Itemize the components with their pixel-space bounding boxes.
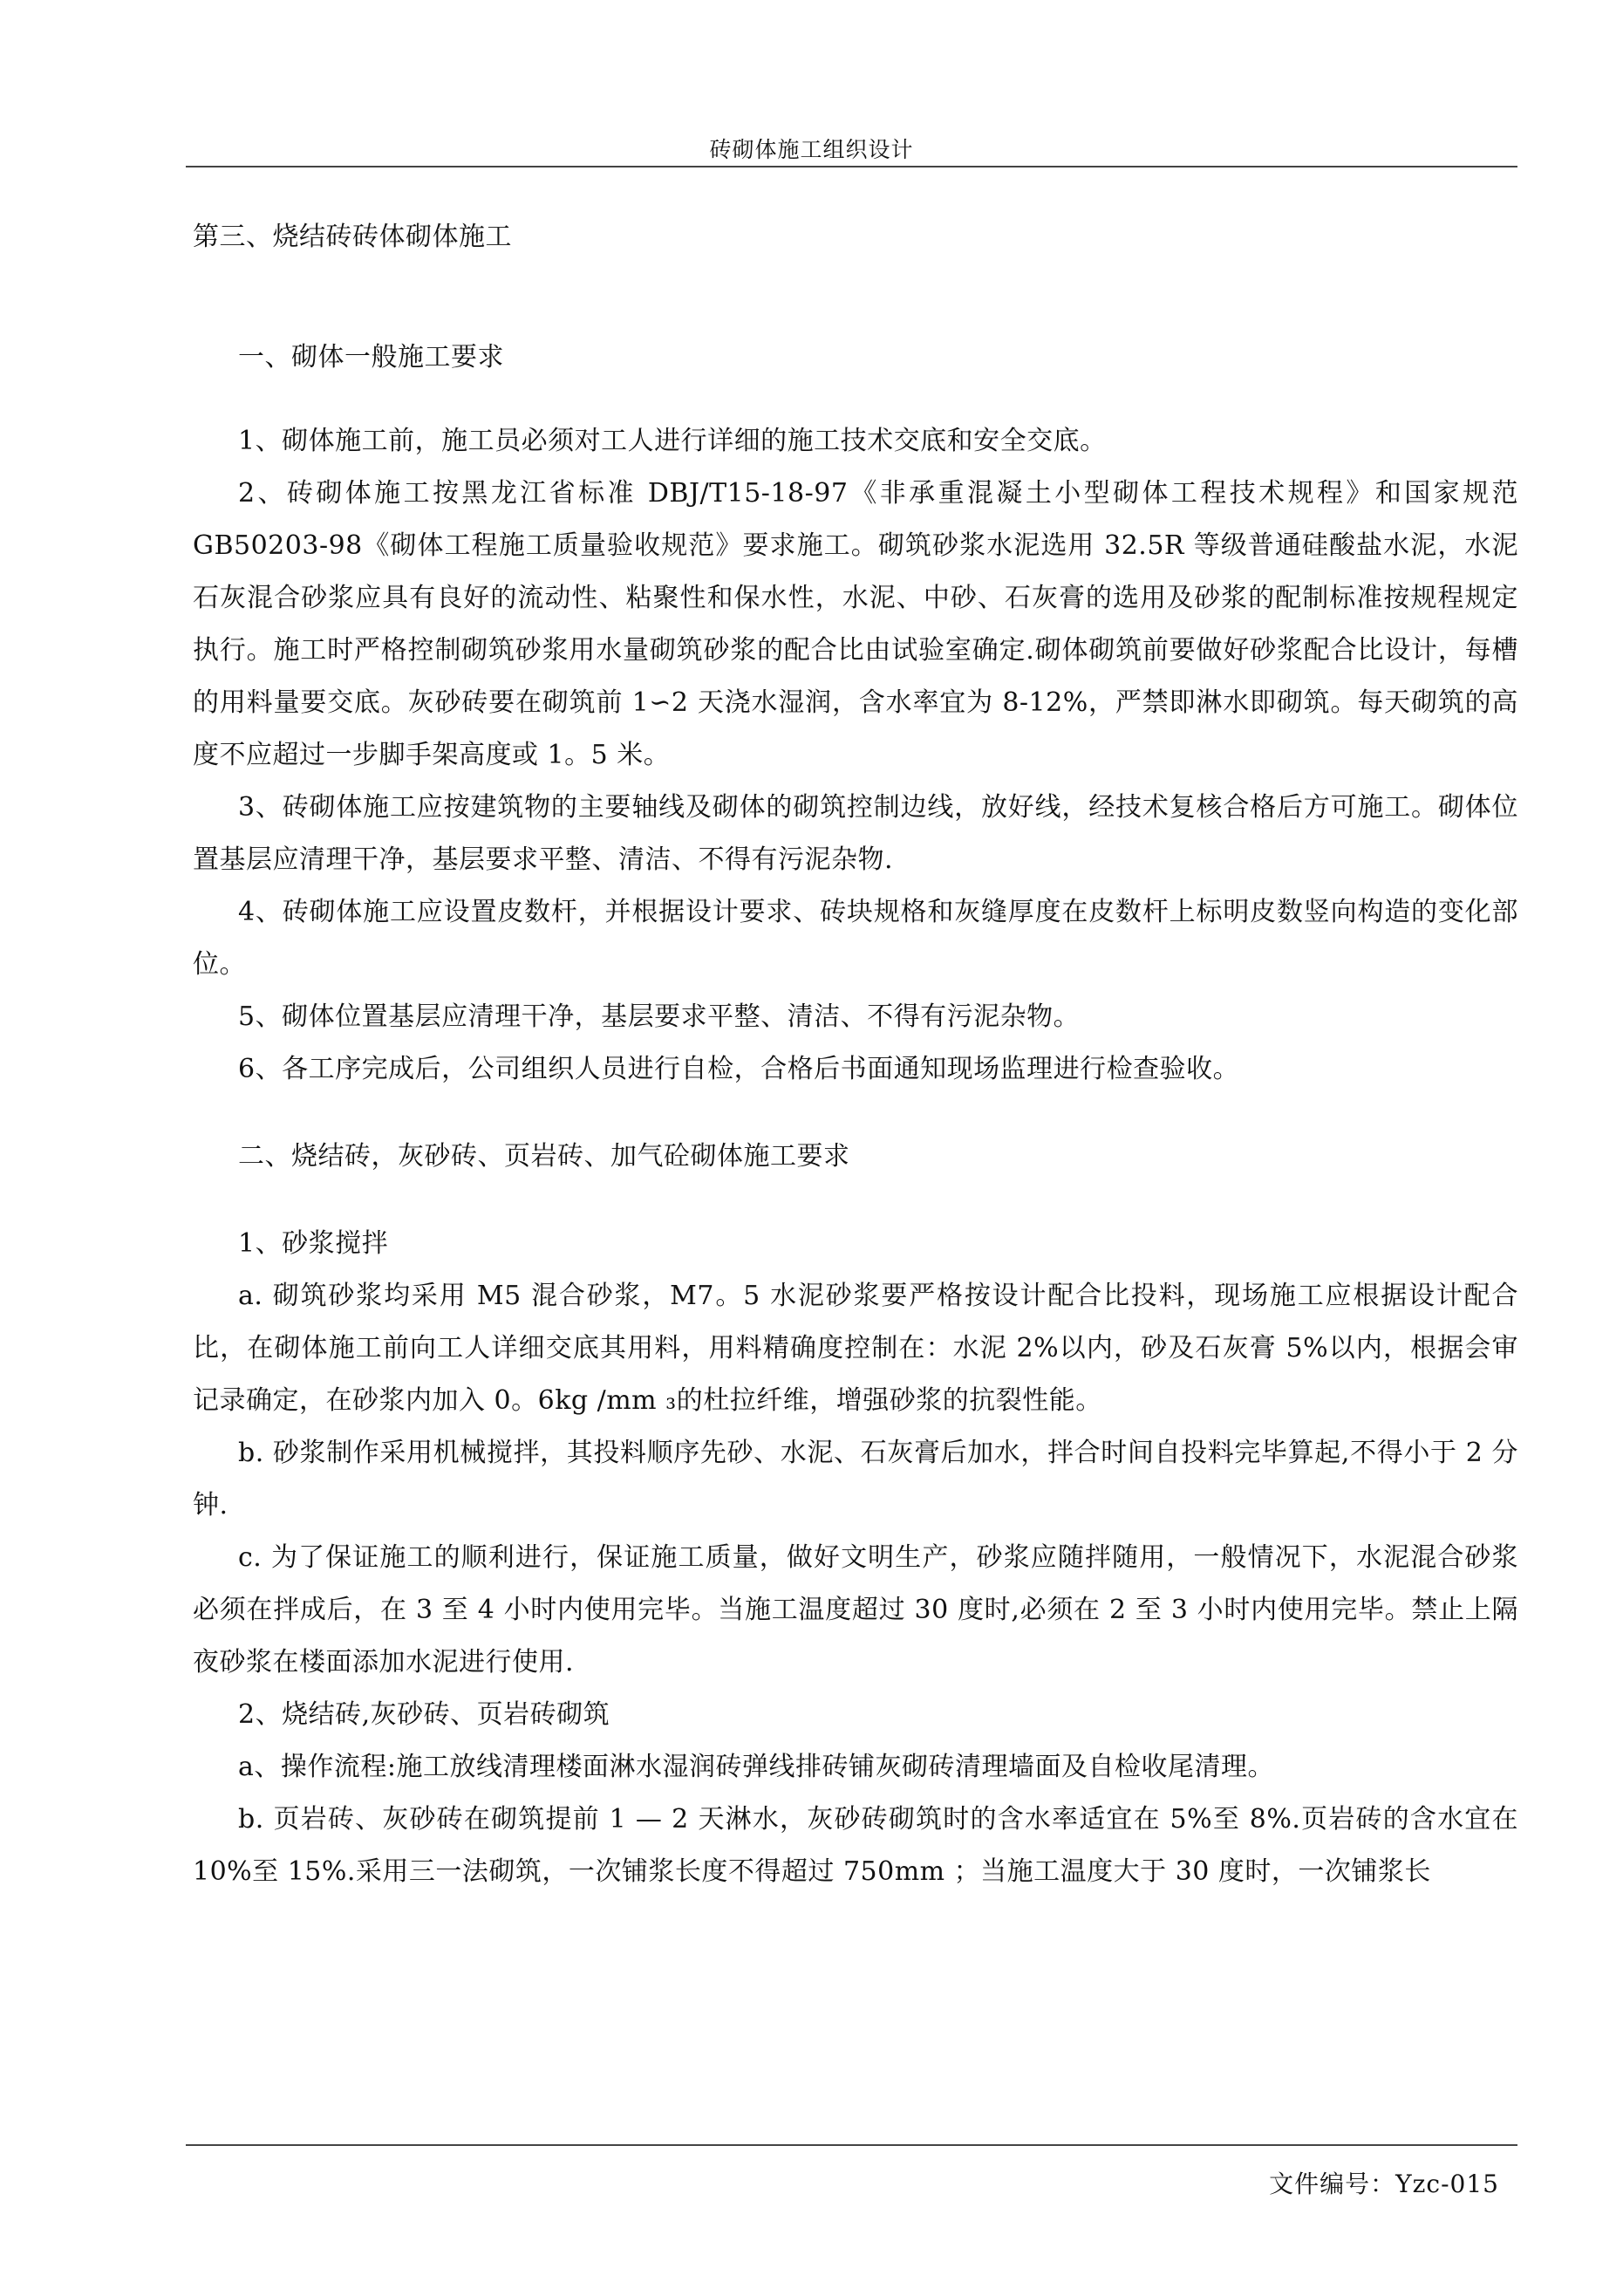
chapter-title: 第三、烧结砖砖体砌体施工 — [193, 222, 512, 252]
section-1-item-6: 6、各工序完成后，公司组织人员进行自检，合格后书面通知现场监理进行检查验收。 — [238, 1054, 1240, 1084]
subsection-1-item-c: c. 为了保证施工的顺利进行，保证施工质量，做好文明生产，砂浆应随拌随用，一般情况下，水泥混合砂浆必须在拌成后，在 3 至 4 小时内使用完毕。当施工温度超过 30 度时,必须在 2 至 3 小时内使用完毕。禁止上隔夜砂浆在楼面添加水泥进行使用. — [193, 1542, 1518, 1678]
document-body — [193, 211, 1518, 1898]
spacer — [193, 263, 1518, 331]
footer-rule — [186, 2144, 1517, 2146]
subsection-1-item-a: a. 砌筑砂浆均采用 M5 混合砂浆，M7。5 水泥砂浆要严格按设计配合比投料，现场施工应根据设计配合比，在砌体施工前向工人详细交底其用料，用料精确度控制在：水泥 2%以内，砂及石灰膏 5%以内，根据会审记录确定，在砂浆内加入 0。6kg /mm ₃的杜拉纤维，增强砂浆的抗裂性能。 — [193, 1281, 1518, 1416]
page-header-title: 砖砌体施工组织设计 — [709, 137, 914, 162]
section-1-item-1: 1、砌体施工前，施工员必须对工人进行详细的施工技术交底和安全交底。 — [238, 426, 1107, 456]
section-2-heading: 二、烧结砖，灰砂砖、页岩砖、加气砼砌体施工要求 — [238, 1141, 850, 1172]
spacer — [193, 1096, 1518, 1131]
file-number: 文件编号：Yzc-015 — [1269, 2170, 1499, 2198]
subsection-2-item-b: b. 页岩砖、灰砂砖在砌筑提前 1 — 2 天淋水，灰砂砖砌筑时的含水率适宜在 5%至 8%.页岩砖的含水宜在 10%至 15%.采用三一法砌筑，一次铺浆长度不得超过 750mm ；当施工温度大于 30 度时，一次铺浆长 — [193, 1804, 1518, 1887]
subsection-2-title: 2、烧结砖,灰砂砖、页岩砖砌筑 — [238, 1699, 610, 1730]
section-1-heading: 一、砌体一般施工要求 — [238, 342, 504, 372]
section-1-item-3: 3、砖砌体施工应按建筑物的主要轴线及砌体的砌筑控制边线，放好线，经技术复核合格后方可施工。砌体位置基层应清理干净，基层要求平整、清洁、不得有污泥杂物. — [193, 792, 1518, 875]
section-1-item-4: 4、砖砌体施工应设置皮数杆，并根据设计要求、砖块规格和灰缝厚度在皮数杆上标明皮数竖向构造的变化部位。 — [193, 897, 1518, 980]
spacer — [193, 1183, 1518, 1218]
section-1-item-2: 2、砖砌体施工按黑龙江省标准 DBJ/T15-18-97《非承重混凝土小型砌体工程技术规程》和国家规范 GB50203-98《砌体工程施工质量验收规范》要求施工。砌筑砂浆水泥选用 32.5R 等级普通硅酸盐水泥，水泥石灰混合砂浆应具有良好的流动性、粘聚性和保水性，水泥、中砂、石灰膏的选用及砂浆的配制标准按规程规定执行。施工时严格控制砌筑砂浆用水量砌筑砂浆的配合比由试验室确定.砌体砌筑前要做好砂浆配合比设计，每槽的用料量要交底。灰砂砖要在砌筑前 1∽2 天浇水湿润，含水率宜为 8-12%，严禁即淋水即砌筑。每天砌筑的高度不应超过一步脚手架高度或 1。5 米。 — [193, 478, 1518, 770]
subsection-2-item-a: a、操作流程:施工放线清理楼面淋水湿润砖弹线排砖铺灰砌砖清理墙面及自检收尾清理。 — [238, 1752, 1274, 1782]
spacer — [193, 384, 1518, 415]
header-rule — [186, 166, 1517, 167]
section-1-item-5: 5、砌体位置基层应清理干净，基层要求平整、清洁、不得有污泥杂物。 — [238, 1001, 1081, 1032]
subsection-1-title: 1、砂浆搅拌 — [238, 1228, 389, 1259]
subsection-1-item-b: b. 砂浆制作采用机械搅拌，其投料顺序先砂、水泥、石灰膏后加水，拌合时间自投料完毕算起,不得小于 2 分钟. — [193, 1438, 1518, 1520]
